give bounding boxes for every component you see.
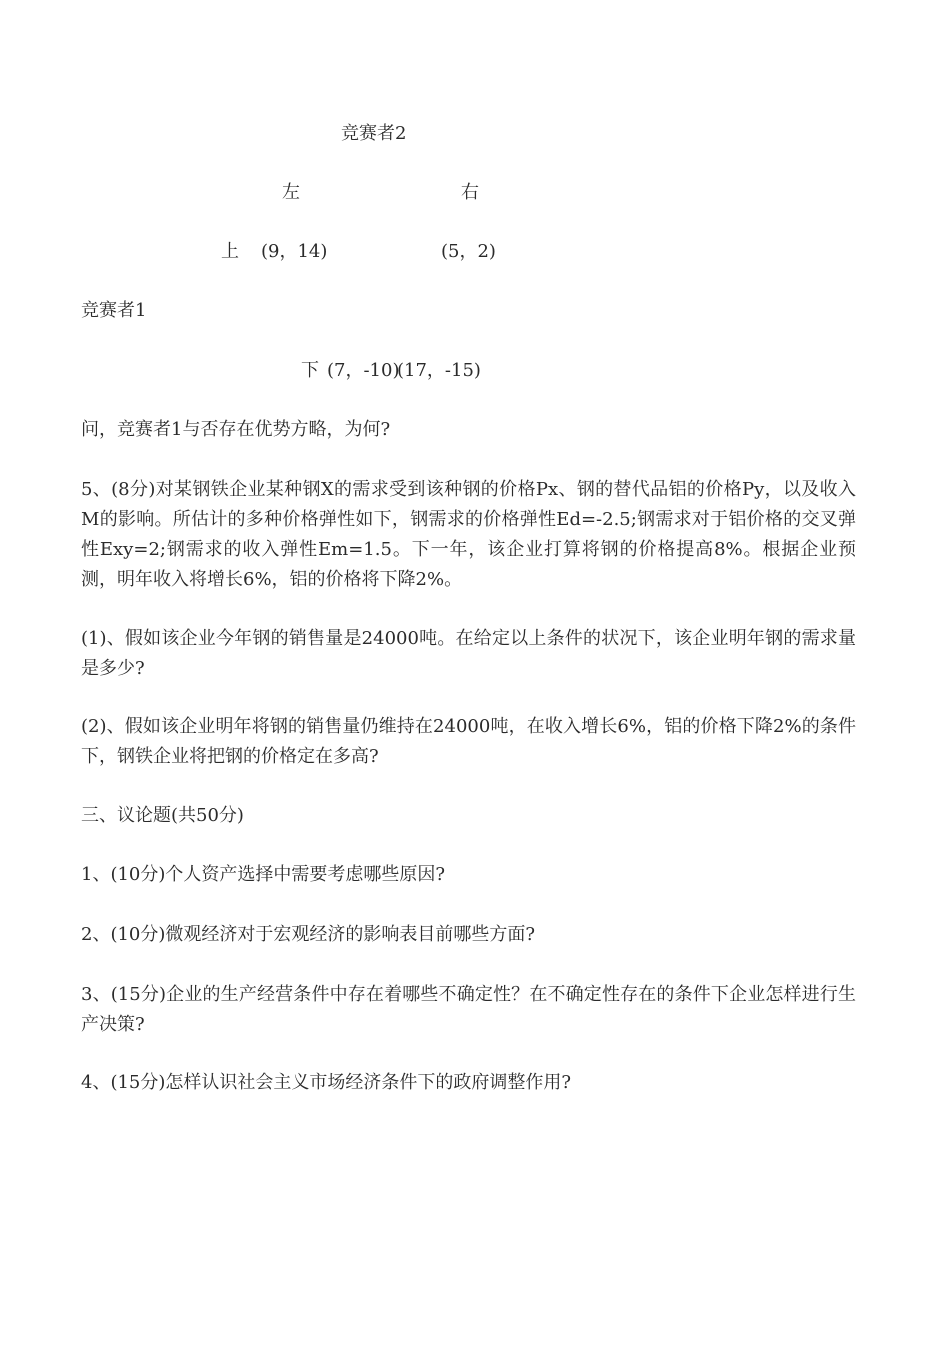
cell-down-left: (7，-10) — [327, 360, 400, 381]
row-up-label: 上 — [221, 241, 239, 262]
cell-down-right: (17，-15) — [397, 360, 481, 381]
question-5-stem: 5、(8分)对某钢铁企业某种钢X的需求受到该种钢的价格Px、钢的替代品铝的价格Py，以及收入M的影响。所估计的多种价格弹性如下，钢需求的价格弹性Ed=-2.5;钢需求对于铝价格的交叉弹性Exy=2;钢需求的收入弹性Em=1.5。下一年，该企业打算将钢的价格提高8%。根据企业预测，明年收入将增长6%，铝的价格将下降2%。 — [81, 479, 856, 590]
essay-question-1: 1、(10分)个人资产选择中需要考虑哪些原因? — [81, 864, 446, 885]
essay-question-2: 2、(10分)微观经济对于宏观经济的影响表目前哪些方面? — [81, 924, 536, 945]
question-5-sub1: (1)、假如该企业今年钢的销售量是24000吨。在给定以上条件的状况下，该企业明年钢的需求量是多少? — [81, 628, 856, 679]
section-three-heading: 三、议论题(共50分) — [81, 805, 244, 826]
question-4-ask: 问，竞赛者1与否存在优势方略，为何? — [81, 419, 391, 440]
question-5-sub2: (2)、假如该企业明年将钢的销售量仍维持在24000吨，在收入增长6%，铝的价格下降2%的条件下，钢铁企业将把钢的价格定在多高? — [81, 716, 856, 767]
player1-label: 竞赛者1 — [81, 300, 147, 321]
cell-up-left: (9，14) — [261, 241, 328, 262]
essay-question-4: 4、(15分)怎样认识社会主义市场经济条件下的政府调整作用? — [81, 1072, 572, 1093]
col-left-label: 左 — [282, 182, 300, 203]
cell-up-right: (5，2) — [441, 241, 496, 262]
essay-question-3: 3、(15分)企业的生产经营条件中存在着哪些不确定性？在不确定性存在的条件下企业怎样进行生产决策? — [81, 984, 856, 1035]
player2-label: 竞赛者2 — [341, 123, 407, 144]
col-right-label: 右 — [461, 182, 479, 203]
row-down-label: 下 — [301, 360, 319, 381]
